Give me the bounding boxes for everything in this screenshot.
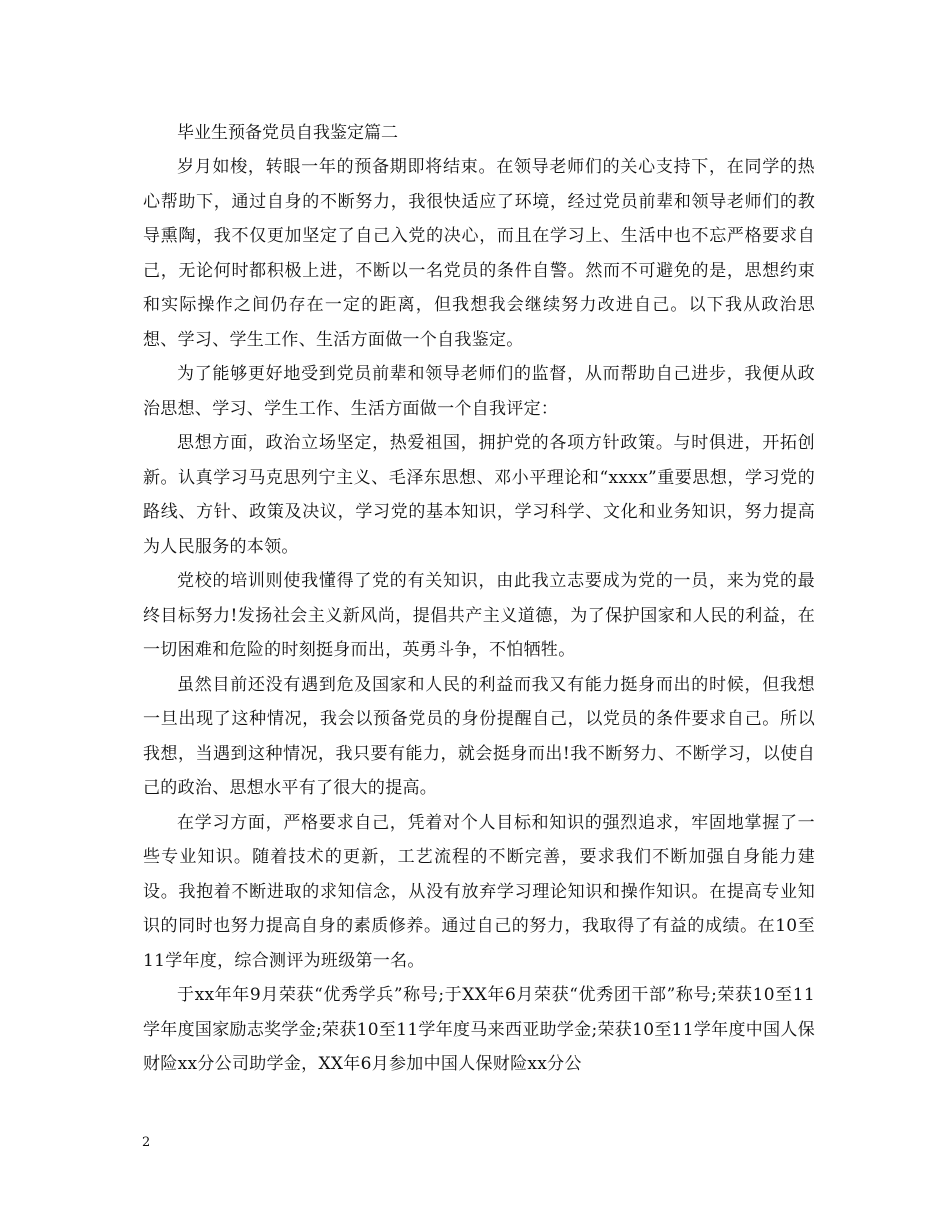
paragraph-study: 在学习方面，严格要求自己，凭着对个人目标和知识的强烈追求，牢固地掌握了一些专业知识。随着技术的更新，工艺流程的不断完善，要求我们不断加强自身能力建设。我抱着不断进取的求知信念，从没有放弃学习理论知识和操作知识。在提高专业知识的同时也努力提高自身的素质修养。通过自己的努力，我取得了有益的成绩。在10至11学年度，综合测评为班级第一名。: [143, 812, 815, 971]
paragraph-intro: 岁月如梭，转眼一年的预备期即将结束。在领导老师们的关心支持下，在同学的热心帮助下，通过自身的不断努力，我很快适应了环境，经过党员前辈和领导老师们的教导熏陶，我不仅更加坚定了自己入党的决心，而且在学习上、生活中也不忘严格要求自己，无论何时都积极上进，不断以一名党员的条件自警。然而不可避免的是，思想约束和实际操作之间仍存在一定的距离，但我想我会继续努力改进自己。以下我从政治思想、学习、学生工作、生活方面做一个自我鉴定。: [143, 157, 815, 350]
paragraph-commitment: 虽然目前还没有遇到危及国家和人民的利益而我又有能力挺身而出的时候，但我想一旦出现了这种情况，我会以预备党员的身份提醒自己，以党员的条件要求自己。所以我想，当遇到这种情况，我只要有能力，就会挺身而出!我不断努力、不断学习，以使自己的政治、思想水平有了很大的提高。: [143, 674, 815, 798]
document-title: 毕业生预备党员自我鉴定篇二: [177, 123, 398, 143]
page-number: 2: [142, 1135, 151, 1150]
paragraph-evaluation: 为了能够更好地受到党员前辈和领导老师们的监督，从而帮助自己进步，我便从政治思想、学习、学生工作、生活方面做一个自我评定：: [143, 364, 815, 419]
document-body: [143, 116, 815, 1082]
paragraph-awards: 于xx年年9月荣获“优秀学兵”称号;于XX年6月荣获“优秀团干部”称号;荣获10至11学年度国家励志奖学金;荣获10至11学年度马来西亚助学金;荣获10至11学年度中国人保财险xx分公司助学金，XX年6月参加中国人保财险xx分公: [143, 985, 815, 1074]
paragraph-ideology: 思想方面，政治立场坚定，热爱祖国，拥护党的各项方针政策。与时俱进，开拓创新。认真学习马克思列宁主义、毛泽东思想、邓小平理论和“xxxx”重要思想，学习党的路线、方针、政策及决议，学习党的基本知识，学习科学、文化和业务知识，努力提高为人民服务的本领。: [143, 433, 815, 557]
paragraph-party-school: 党校的培训则使我懂得了党的有关知识，由此我立志要成为党的一员，来为党的最终目标努力!发扬社会主义新风尚，提倡共产主义道德，为了保护国家和人民的利益，在一切困难和危险的时刻挺身而出，英勇斗争，不怕牺牲。: [143, 571, 815, 660]
